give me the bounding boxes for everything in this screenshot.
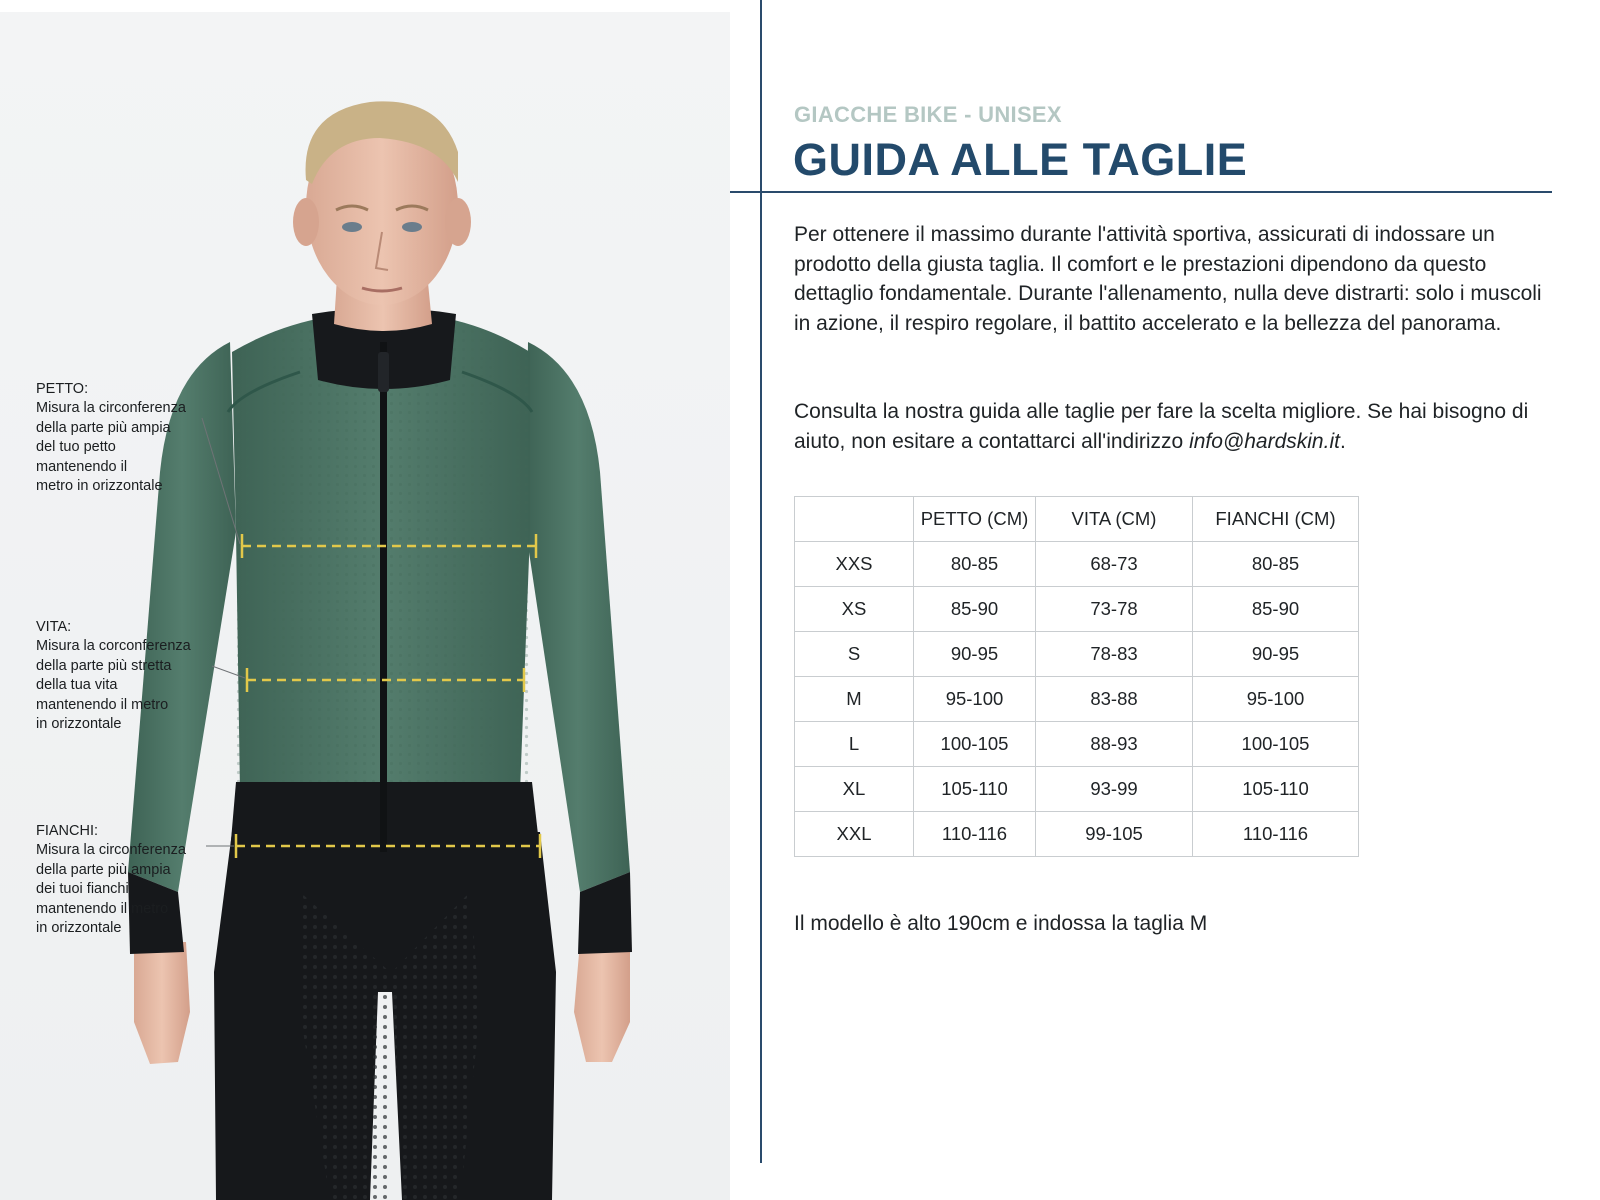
- waist-annotation-title: VITA:: [36, 618, 72, 635]
- hips-annotation-text: Misura la circonferenza della parte più ampia dei tuoi fianchi mantenendo il metro in orizzontale: [36, 842, 186, 936]
- waist-value: 88-93: [1036, 722, 1193, 767]
- tights: [214, 832, 556, 1200]
- table-row: [795, 632, 1359, 677]
- contact-paragraph-text: Consulta la nostra guida alle taglie per fare la scelta migliore. Se hai bisogno di aiuto, non esitare a contattarci all'indirizzo: [794, 400, 1529, 453]
- chest-annotation-text: Misura la circonferenza della parte più ampia del tuo petto mantenendo il metro in orizzontale: [36, 400, 186, 494]
- hips-value: 105-110: [1193, 767, 1359, 812]
- waist-value: 73-78: [1036, 587, 1193, 632]
- waist-value: 78-83: [1036, 632, 1193, 677]
- hips-value: 85-90: [1193, 587, 1359, 632]
- chest-value: 105-110: [914, 767, 1036, 812]
- waist-value: 83-88: [1036, 677, 1193, 722]
- waist-annotation: [36, 598, 191, 735]
- intro-paragraph: Per ottenere il massimo durante l'attività sportiva, assicurati di indossare un prodotto della giusta taglia. Il comfort e le prestazioni dipendono da questo dettaglio fondamentale. Durante l'allenamento, nulla deve distrarti: solo i muscoli in azione, il respiro regolare, il battito accelerato e la bellezza del panorama.: [794, 223, 1542, 335]
- table-header-chest: PETTO (CM): [914, 497, 1036, 542]
- contact-paragraph: [794, 397, 1544, 456]
- table-header-hips: FIANCHI (CM): [1193, 497, 1359, 542]
- model-photo: [0, 12, 730, 1200]
- size-label: XXL: [795, 812, 914, 857]
- page-title: GUIDA ALLE TAGLIE: [793, 134, 1248, 185]
- right-hand: [574, 942, 630, 1062]
- waist-value: 99-105: [1036, 812, 1193, 857]
- hips-value: 80-85: [1193, 542, 1359, 587]
- hips-annotation-title: FIANCHI:: [36, 822, 99, 839]
- waist-value: 93-99: [1036, 767, 1193, 812]
- hips-value: 90-95: [1193, 632, 1359, 677]
- size-label: XXS: [795, 542, 914, 587]
- jacket: [228, 308, 540, 852]
- table-row: [795, 767, 1359, 812]
- chest-annotation: [36, 360, 186, 497]
- size-label: M: [795, 677, 914, 722]
- size-label: XL: [795, 767, 914, 812]
- contact-paragraph-end: .: [1339, 429, 1346, 453]
- chest-value: 95-100: [914, 677, 1036, 722]
- hips-value: 110-116: [1193, 812, 1359, 857]
- left-hand: [134, 942, 190, 1064]
- size-table: [794, 496, 1359, 857]
- table-row: [795, 722, 1359, 767]
- size-label: XS: [795, 587, 914, 632]
- table-row: [795, 812, 1359, 857]
- chest-annotation-title: PETTO:: [36, 380, 89, 397]
- page-subtitle: GIACCHE BIKE - UNISEX: [794, 102, 1062, 127]
- hips-value: 95-100: [1193, 677, 1359, 722]
- head: [293, 101, 471, 305]
- contact-email-link[interactable]: info@hardskin.it: [1189, 429, 1340, 453]
- hips-annotation: [36, 802, 186, 939]
- hips-value: 100-105: [1193, 722, 1359, 767]
- size-label: L: [795, 722, 914, 767]
- chest-value: 85-90: [914, 587, 1036, 632]
- chest-value: 80-85: [914, 542, 1036, 587]
- waist-value: 68-73: [1036, 542, 1193, 587]
- chest-value: 110-116: [914, 812, 1036, 857]
- table-row: [795, 587, 1359, 632]
- table-row: [795, 677, 1359, 722]
- table-header-row: [795, 497, 1359, 542]
- size-label: S: [795, 632, 914, 677]
- model-size-note: Il modello è alto 190cm e indossa la taglia M: [794, 912, 1208, 935]
- horizontal-divider: [730, 191, 1552, 193]
- chest-value: 90-95: [914, 632, 1036, 677]
- waist-annotation-text: Misura la corconferenza della parte più stretta della tua vita mantenendo il metro in orizzontale: [36, 638, 191, 732]
- chest-value: 100-105: [914, 722, 1036, 767]
- table-row: [795, 542, 1359, 587]
- vertical-divider: [760, 0, 762, 1163]
- table-header-waist: VITA (CM): [1036, 497, 1193, 542]
- table-header-cell: [795, 497, 914, 542]
